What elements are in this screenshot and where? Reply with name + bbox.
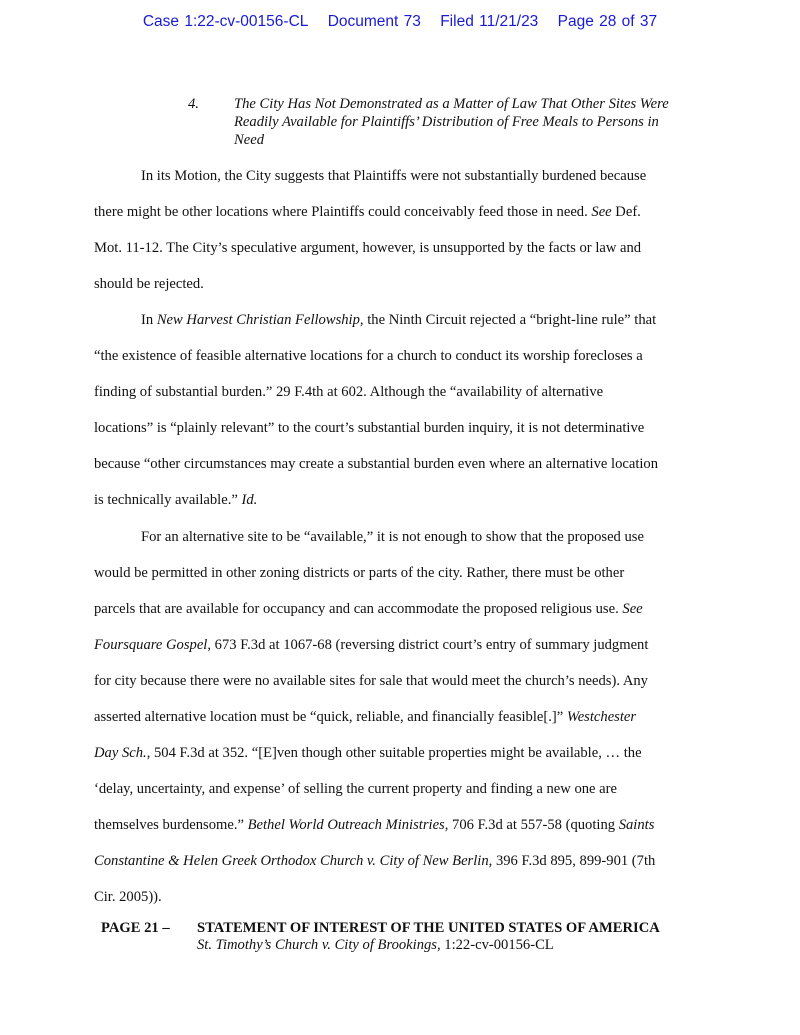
text-run: ‘delay, uncertainty, and expense’ of selling the current property and finding a new one are xyxy=(94,781,618,797)
citation-italic: Westchester xyxy=(566,709,637,725)
body-line xyxy=(141,167,646,185)
text-run: would be permitted in other zoning districts or parts of the city. Rather, there must be other xyxy=(94,565,625,581)
text-run: locations” is “plainly relevant” to the court’s substantial burden inquiry, it is not determinative xyxy=(94,420,645,436)
body-line xyxy=(94,780,617,798)
body-line xyxy=(94,275,204,293)
body-line xyxy=(94,347,643,365)
citation-italic: Bethel World Outreach Ministries xyxy=(247,817,445,833)
text-run: parcels that are available for occupancy and can accommodate the proposed religious use. xyxy=(94,601,623,617)
body-line xyxy=(94,491,257,509)
section-number: 4. xyxy=(188,96,199,112)
citation-italic: New Harvest Christian Fellowship xyxy=(156,312,360,328)
body-line xyxy=(94,636,648,654)
footer-title-row xyxy=(101,919,660,937)
section-heading xyxy=(188,95,718,149)
filed-date: Filed 11/21/23 xyxy=(440,13,539,30)
body-line xyxy=(94,239,641,257)
text-run: Mot. 11-12. The City’s speculative argument, however, is unsupported by the facts or law and xyxy=(94,240,642,256)
body-line xyxy=(94,564,624,582)
case-number: Case 1:22-cv-00156-CL xyxy=(142,13,309,30)
citation-italic: Id. xyxy=(241,492,258,508)
body-line xyxy=(94,888,162,906)
citation-italic: Constantine & Helen Greek Orthodox Church v. City of New Berlin xyxy=(94,853,489,869)
body-line xyxy=(94,744,642,762)
text-run: finding of substantial burden.” 29 F.4th at 602. Although the “availability of alternative xyxy=(94,384,604,400)
text-run: “the existence of feasible alternative locations for a church to conduct its worship forecloses a xyxy=(94,348,643,364)
text-run: For an alternative site to be “available,” it is not enough to show that the proposed use xyxy=(141,529,644,545)
text-run: there might be other locations where Plaintiffs could conceivably feed those in need. xyxy=(94,204,592,220)
case-name: St. Timothy’s Church v. City of Brookings xyxy=(197,937,437,953)
text-run: , 504 F.3d at 352. “[E]ven though other suitable properties might be available, … the xyxy=(146,745,642,761)
text-run: because “other circumstances may create a substantial burden even where an alternative location xyxy=(94,456,659,472)
citation-italic: Saints xyxy=(618,817,655,833)
text-run: should be rejected. xyxy=(94,276,204,292)
footer-title: STATEMENT OF INTEREST OF THE UNITED STATES OF AMERICA xyxy=(197,920,660,936)
body-line xyxy=(94,203,641,221)
citation-italic: See xyxy=(591,204,612,220)
footer-case-caption xyxy=(197,936,554,954)
body-line xyxy=(94,852,655,870)
page-count: Page 28 of 37 xyxy=(557,13,658,30)
citation-italic: See xyxy=(622,601,643,617)
citation-italic: Foursquare Gospel xyxy=(94,637,208,653)
text-run: , 673 F.3d at 1067-68 (reversing district court’s entry of summary judgment xyxy=(207,637,649,653)
text-run: for city because there were no available sites for sale that would meet the church’s needs). Any xyxy=(94,673,648,689)
text-run: is technically available.” xyxy=(94,492,242,508)
ecf-header xyxy=(0,13,800,31)
page-label: PAGE 21 – xyxy=(101,920,170,936)
text-run: , the Ninth Circuit rejected a “bright-line rule” that xyxy=(359,312,657,328)
text-run: In xyxy=(141,312,157,328)
body-line xyxy=(94,816,654,834)
body-line xyxy=(94,455,658,473)
body-line xyxy=(141,528,644,546)
text-run: Cir. 2005)). xyxy=(94,889,162,905)
document-number: Document 73 xyxy=(327,13,421,30)
citation-italic: Day Sch. xyxy=(94,745,147,761)
text-run: asserted alternative location must be “quick, reliable, and financially feasible[.]” xyxy=(94,709,567,725)
body-line xyxy=(94,672,648,690)
section-title-line: Readily Available for Plaintiffs’ Distribution of Free Meals to Persons in xyxy=(234,114,659,130)
section-title-line: The City Has Not Demonstrated as a Matter of Law That Other Sites Were xyxy=(234,96,669,112)
body-line xyxy=(94,383,603,401)
body-line xyxy=(94,419,644,437)
text-run: , 706 F.3d at 557-58 (quoting xyxy=(444,817,619,833)
text-run: , 396 F.3d 895, 899-901 (7th xyxy=(488,853,656,869)
text-run: In its Motion, the City suggests that Plaintiffs were not substantially burdened because xyxy=(141,168,647,184)
body-line xyxy=(141,311,656,329)
case-caption-rest: , 1:22-cv-00156-CL xyxy=(436,937,554,953)
section-title-line: Need xyxy=(234,132,264,148)
text-run: Def. xyxy=(611,204,641,220)
body-line xyxy=(94,708,636,726)
text-run: themselves burdensome.” xyxy=(94,817,248,833)
body-line xyxy=(94,600,643,618)
